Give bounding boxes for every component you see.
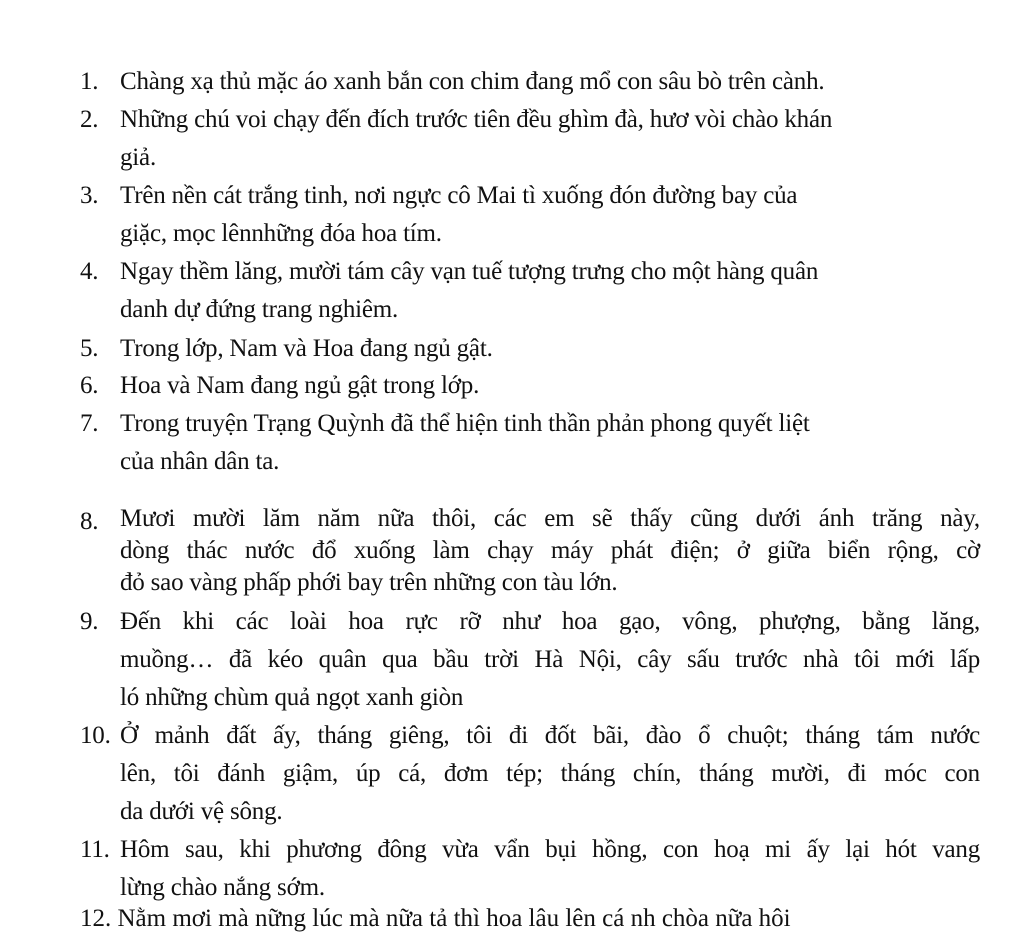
item-text-line: lừng chào nắng sớm. (120, 874, 325, 901)
item-text-line: Trên nền cát trắng tinh, nơi ngực cô Mai tì xuống đón đường bay của (120, 182, 798, 209)
list-item (80, 405, 980, 481)
list-item (80, 101, 980, 177)
item-number: 2. (80, 106, 99, 133)
item-number: 11. (80, 836, 110, 863)
item-number: 7. (80, 410, 99, 437)
item-text-line: Ngay thềm lăng, mười tám cây vạn tuế tượng trưng cho một hàng quân (120, 258, 819, 285)
item-text-line: Trong truyện Trạng Quỳnh đã thể hiện tinh thần phản phong quyết liệt (120, 410, 810, 437)
item-text-line: lên, tôi đánh giậm, úp cá, đơm tép; tháng chín, tháng mười, đi móc con (120, 760, 980, 787)
item-text-line: dòng thác nước đổ xuống làm chạy máy phát điện; ở giữa biển rộng, cờ (120, 537, 980, 564)
list-item (80, 831, 980, 907)
item-text-line: muồng… đã kéo quân qua bầu trời Hà Nội, cây sấu trước nhà tôi mới lấp (120, 646, 980, 673)
item-text-line: da dưới vệ sông. (120, 798, 283, 825)
item-text-line: Mươi mười lăm năm nữa thôi, các em sẽ thấy cũng dưới ánh trăng này, (120, 505, 980, 532)
item-text-line: danh dự đứng trang nghiêm. (120, 296, 399, 323)
item-text-line: Chàng xạ thủ mặc áo xanh bắn con chim đang mổ con sâu bò trên cành. (120, 68, 825, 95)
item-number: 9. (80, 608, 99, 635)
item-number: 10. (80, 722, 111, 749)
item-text-line: Những chú voi chạy đến đích trước tiên đều ghìm đà, hươ vòi chào khán (120, 106, 833, 133)
item-text-line: Hôm sau, khi phương đông vừa vẩn bụi hồng, con hoạ mi ấy lại hót vang (120, 836, 980, 863)
item-text-line: Ở mảnh đất ấy, tháng giêng, tôi đi đốt bãi, đào ổ chuột; tháng tám nước (120, 722, 980, 749)
item-text-line: Hoa và Nam đang ngủ gật trong lớp. (120, 372, 480, 399)
list-item (80, 717, 980, 831)
item-number: 8. (80, 508, 99, 535)
list-item (80, 603, 980, 717)
item-text-line: Đến khi các loài hoa rực rỡ như hoa gạo, vông, phượng, bằng lăng, (120, 608, 980, 635)
item-text-line: Trong lớp, Nam và Hoa đang ngủ gật. (120, 335, 493, 362)
item-text-line: của nhân dân ta. (120, 448, 280, 475)
list-item (80, 367, 980, 405)
list-item (80, 330, 980, 368)
item-number: 5. (80, 335, 99, 362)
item-number: 3. (80, 182, 99, 209)
cut-off-line: 12. Nằm mơi mà nững lúc mà nữa tả thì hoa lâu lên cá nh chòa nữa hôi (80, 905, 791, 932)
list-item (80, 63, 980, 101)
item-number: 1. (80, 68, 99, 95)
item-text-line: đỏ sao vàng phấp phới bay trên những con tàu lớn. (120, 569, 618, 596)
item-number: 4. (80, 258, 99, 285)
item-text-line: giặc, mọc lênnhững đóa hoa tím. (120, 220, 442, 247)
item-text-line: giả. (120, 144, 156, 171)
list-item (80, 253, 980, 329)
list-item (80, 177, 980, 253)
item-text-line: ló những chùm quả ngọt xanh giòn (120, 684, 464, 711)
list-item (80, 503, 980, 599)
item-number: 6. (80, 372, 99, 399)
